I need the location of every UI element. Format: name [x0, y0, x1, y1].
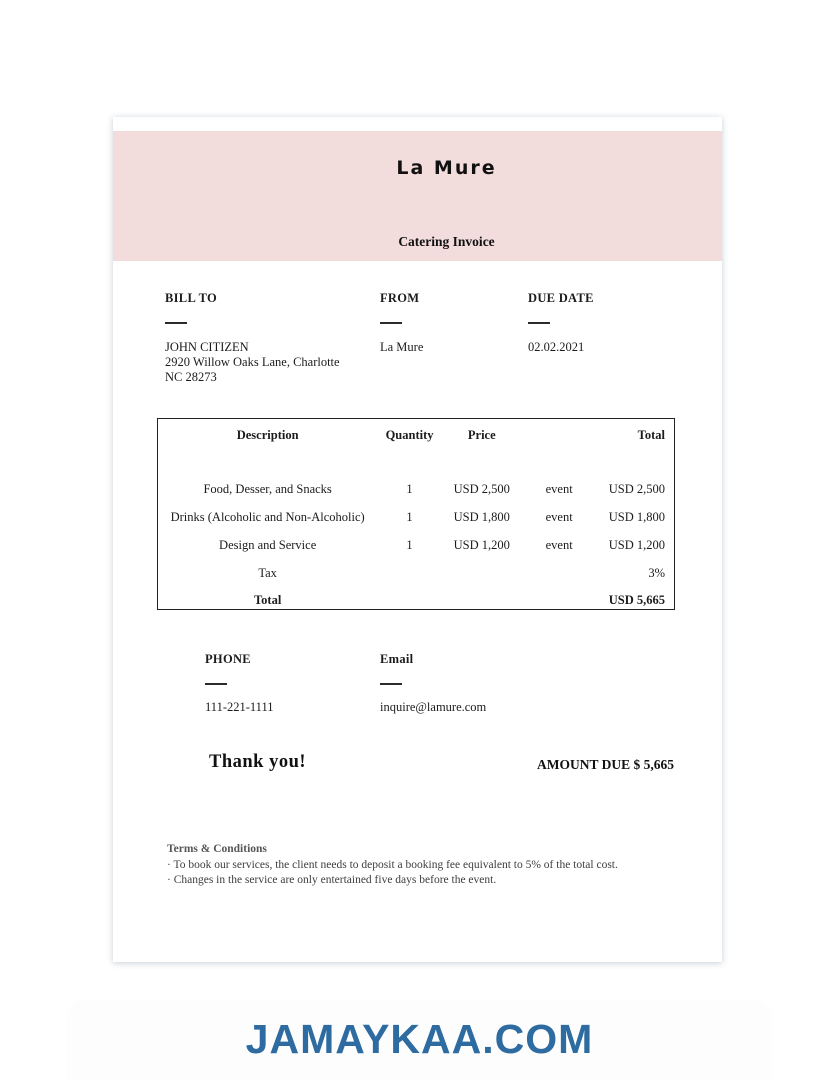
total-label: Total [253, 592, 282, 607]
table-row [158, 503, 674, 531]
email-section [380, 652, 560, 715]
phone-section [205, 652, 355, 715]
item-description: Drinks (Alcoholic and Non-Alcoholic) [170, 509, 365, 524]
line-items-table [157, 418, 675, 610]
thank-you-text: Thank you! [209, 752, 307, 772]
item-price: USD 1,800 [453, 509, 510, 524]
table-spacer-row [158, 451, 674, 475]
bill-to-section [165, 291, 355, 384]
total-value: USD 5,665 [608, 592, 665, 607]
item-unit: event [545, 481, 573, 496]
due-date-section [528, 291, 668, 355]
item-total: USD 2,500 [608, 481, 665, 496]
due-date-value: 02.02.2021 [528, 340, 585, 354]
table-row-tax [158, 559, 674, 587]
from-divider [380, 322, 402, 324]
col-header-total: Total [637, 427, 665, 442]
item-total: USD 1,200 [608, 537, 665, 552]
email-value: inquire@lamure.com [380, 700, 487, 714]
document-title: Catering Invoice [398, 234, 495, 249]
email-label: Email [380, 652, 414, 666]
due-date-divider [528, 322, 550, 324]
bill-to-address-line2: NC 28273 [165, 369, 217, 384]
table-row [158, 475, 674, 503]
phone-label: PHONE [205, 652, 251, 666]
col-header-unit [522, 419, 597, 451]
item-total: USD 1,800 [608, 509, 665, 524]
from-label: FROM [380, 291, 420, 305]
item-unit: event [545, 509, 573, 524]
bill-to-value [165, 340, 355, 384]
bill-to-address-line1: 2920 Willow Oaks Lane, Charlotte [165, 354, 340, 369]
company-name: La Mure [396, 157, 497, 179]
item-quantity: 1 [406, 537, 413, 552]
item-quantity: 1 [406, 481, 413, 496]
due-date-label: DUE DATE [528, 291, 594, 305]
col-header-description: Description [236, 427, 299, 442]
col-header-price: Price [467, 427, 496, 442]
item-price [442, 559, 522, 587]
item-unit: event [545, 537, 573, 552]
brand-watermark: JAMAYKAA.COM [245, 1016, 594, 1062]
invoice-page [113, 117, 722, 962]
email-divider [380, 683, 402, 685]
bill-to-label: BILL TO [165, 291, 218, 305]
item-price: USD 2,500 [453, 481, 510, 496]
terms-item: · Changes in the service are only entertained five days before the event. [167, 873, 497, 886]
table-total-row [158, 587, 674, 613]
table-row [158, 531, 674, 559]
table-header-row [158, 419, 674, 451]
item-description: Design and Service [219, 537, 317, 552]
item-description: Food, Desser, and Snacks [203, 481, 332, 496]
amount-due-text: AMOUNT DUE $ 5,665 [536, 757, 674, 772]
from-section [380, 291, 520, 355]
item-total: 3% [648, 565, 665, 580]
col-header-quantity: Quantity [385, 427, 434, 442]
terms-title: Terms & Conditions [167, 843, 267, 855]
bill-to-divider [165, 322, 187, 324]
footer-bar [67, 1000, 772, 1080]
phone-value: 111-221-1111 [205, 700, 274, 714]
terms-section [167, 843, 677, 888]
item-price: USD 1,200 [453, 537, 510, 552]
item-quantity: 1 [406, 509, 413, 524]
phone-divider [205, 683, 227, 685]
terms-item: · To book our services, the client needs to deposit a booking fee equivalent to 5% of the total cost. [167, 859, 618, 871]
from-value: La Mure [380, 340, 424, 354]
item-description: Tax [258, 565, 277, 580]
header-band [113, 131, 722, 261]
item-quantity [377, 559, 442, 587]
item-unit [522, 559, 597, 587]
bill-to-name: JOHN CITIZEN [165, 340, 249, 354]
